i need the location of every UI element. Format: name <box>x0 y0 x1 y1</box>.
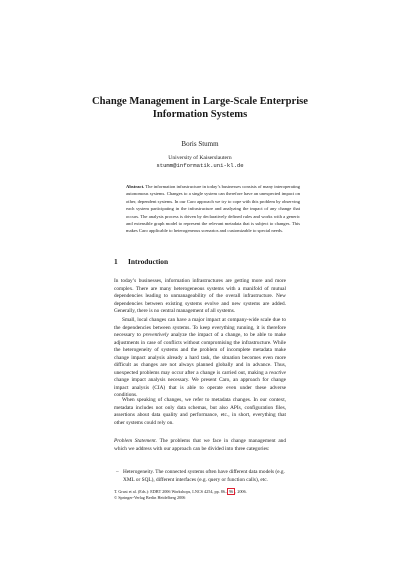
abstract-text: The information infrastructure in today’s businesses consists of many interoperating autonomous systems. Changes to a single system can therefore have an unexpected impact on other, dependent systems. In our Caro approach we try to cope with this problem by observing each system participating in the infrastructure and analyzing the impact of any change that occurs. The analysis process is driven by declaratively defined rules and works with a generic and extensible graph model to represent the relevant metadata that is subject to changes. This makes Caro applicable to heterogeneous scenarios and customizable to special needs. <box>126 184 300 234</box>
author-email: stumm@informatik.uni-kl.de <box>156 162 244 169</box>
footer-citation <box>114 489 314 501</box>
intro-paragraph-1: In today’s businesses, information infrastructures are getting more and more complex. There are many heterogeneous systems with a manifold of mutual dependencies leading to unmanageability of the overall infrastructure. New dependencies between existing systems evolve and new systems are added. Generally, there is no central management of all systems. <box>114 278 286 314</box>
section-number: 1 <box>114 257 118 266</box>
intro-paragraph-2-emphasis-reactive: reactive <box>269 369 286 376</box>
author-name: Boris Stumm <box>181 140 219 148</box>
list-item <box>114 469 286 484</box>
intro-paragraph-2-part-b: analyze the impact of a change, to be able to make adjustments in case of conflicts without compromising the infrastructure. While the heterogeneity of systems and the problem of incomplete metadata make change impact analysis already a hard task, the situation becomes even more difficult as changes are not always planned globally and in advance. Thus, unexpected problems may occur after a change is carried out, making a <box>114 332 287 376</box>
paper-title-line1: Change Management in Large-Scale Enterprise <box>92 96 308 107</box>
section-heading <box>114 257 168 267</box>
problem-category-list <box>114 469 286 484</box>
list-bullet: – <box>116 469 119 475</box>
abstract-label: Abstract. <box>126 184 145 189</box>
paper-title-line2: Information Systems <box>152 109 248 120</box>
intro-paragraph-2-emphasis-preventively: preventively <box>143 332 169 338</box>
intro-paragraph-2-part-a: Small, local changes can have a major impact at company-wide scale due to the dependencies between systems. To keep everything running, it is therefore necessary to <box>114 317 286 338</box>
page-reference-link[interactable]: 96 <box>229 489 234 494</box>
list-item-text: Heterogeneity. The connected systems often have different data models (e.g. XML or SQL), different interfaces (e.g. query or function calls), etc. <box>123 469 285 483</box>
intro-paragraph-2 <box>114 317 286 400</box>
author-affiliation: University of Kaiserslautern <box>168 155 232 161</box>
problem-statement-text: The problems that we face in change management and which we address with our approach can be divided into three categories: <box>114 438 286 452</box>
problem-statement-label: Problem Statement. <box>114 438 157 444</box>
intro-paragraph-3: When speaking of changes, we refer to metadata changes. In our context, metadata includes not only data schemas, but also APIs, configuration files, assertions about data quality and performance, etc., in short, everything that other systems could rely on. <box>114 397 286 426</box>
section-title: Introduction <box>128 257 169 266</box>
footer-citation-text: T. Grust et al. (Eds.): EDBT 2006 Workshops, LNCS 4254, pp. 86– <box>114 489 228 494</box>
paper-title <box>60 95 340 121</box>
footer-citation-year: , 2006. <box>235 489 247 494</box>
problem-statement-paragraph <box>114 438 286 453</box>
footer-copyright: © Springer-Verlag Berlin Heidelberg 2006 <box>114 495 186 501</box>
intro-paragraph-2-part-c: change impact analysis necessary. We present Caro, an approach for change impact analysis (CIA) that is able to operate even under these adverse conditions. <box>114 377 286 398</box>
abstract <box>126 183 300 235</box>
